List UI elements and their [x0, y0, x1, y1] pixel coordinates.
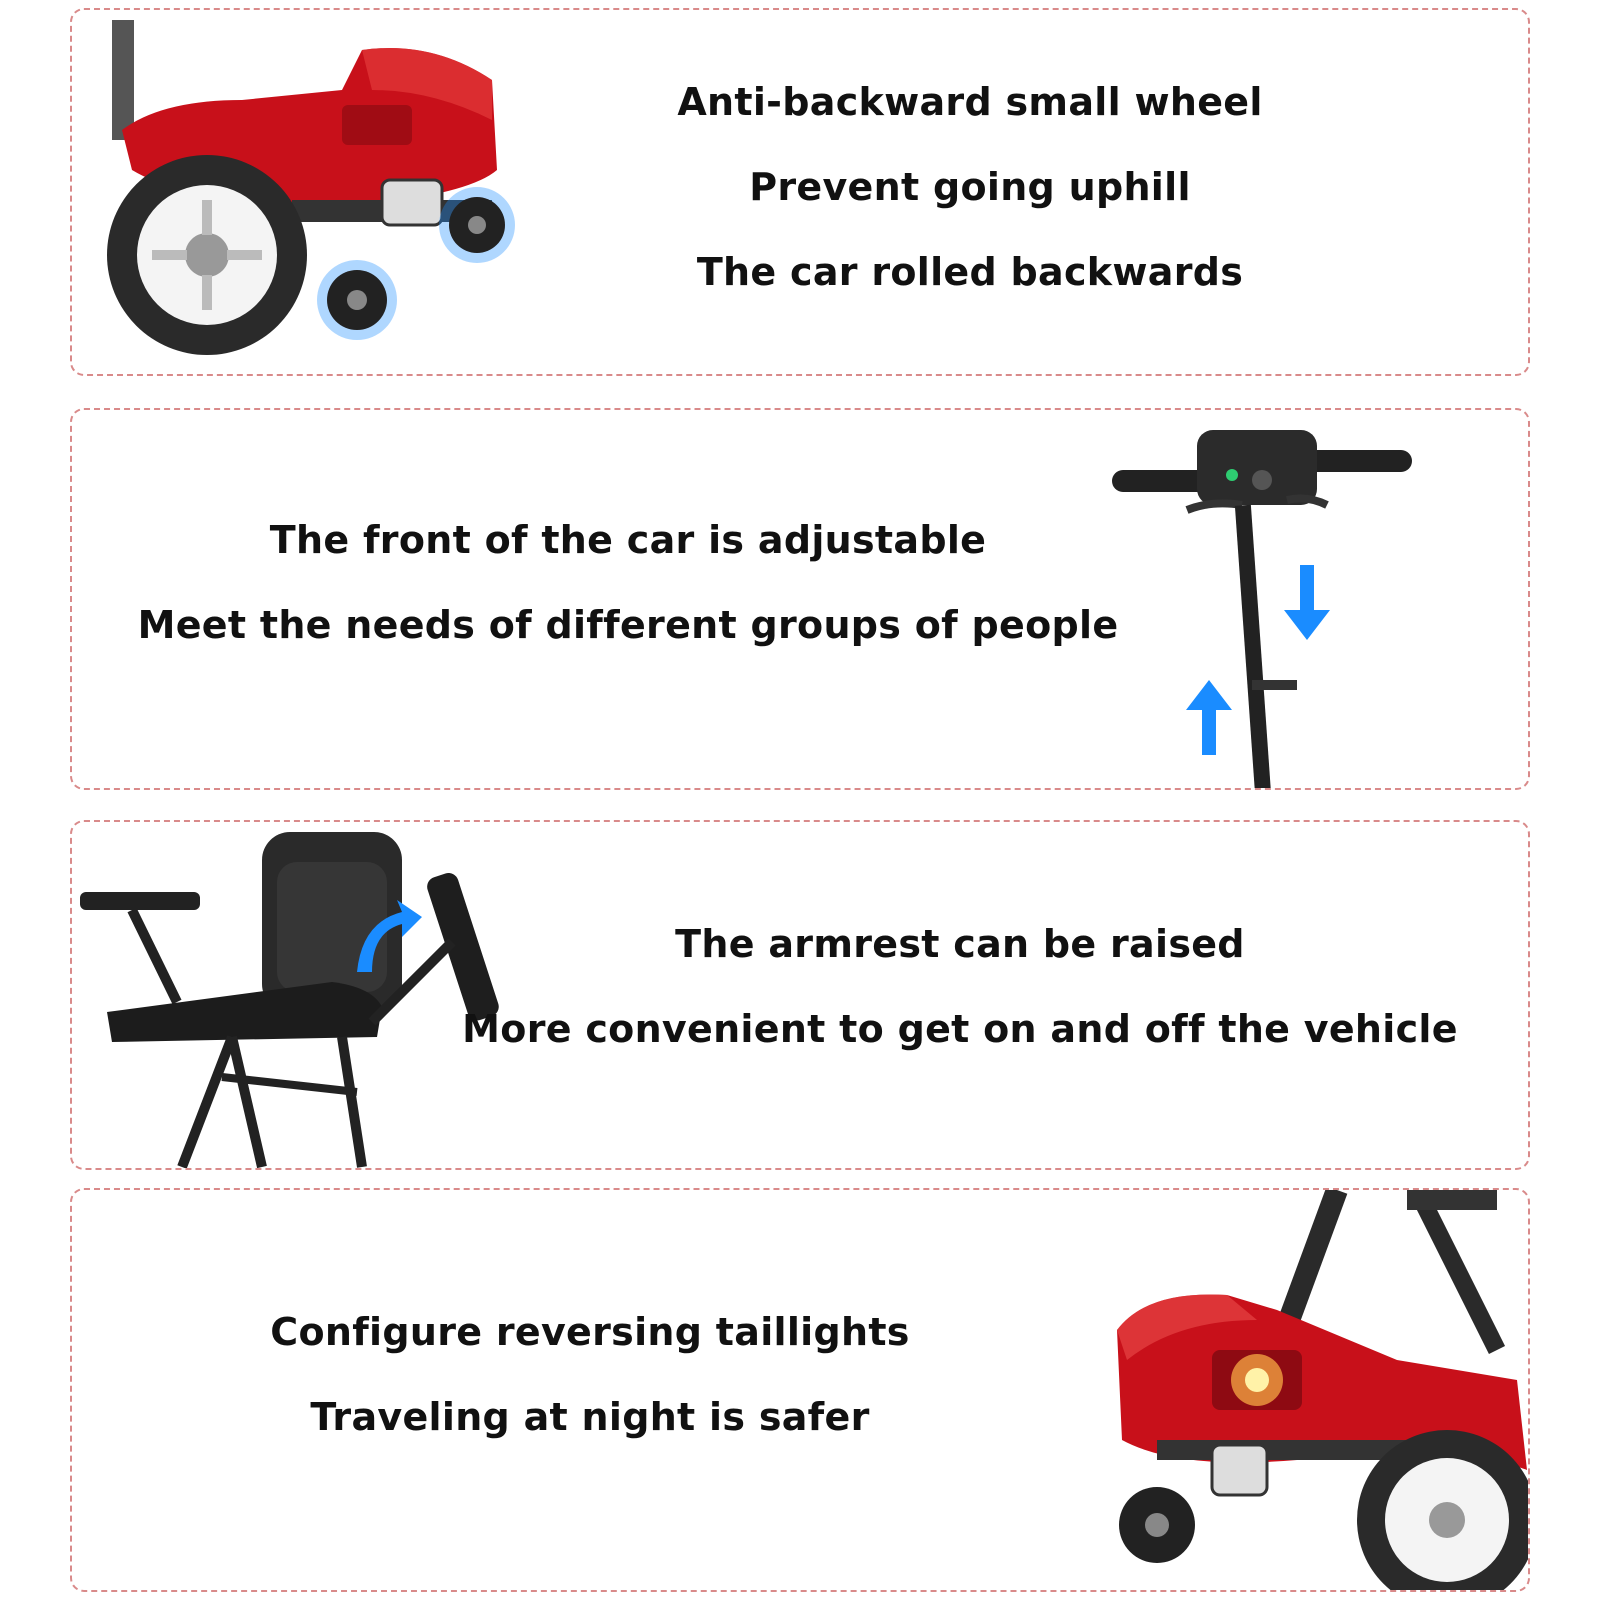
panel2-line-2: Meet the needs of different groups of people: [137, 603, 1119, 647]
feature-panel-adjustable-front: [70, 408, 1530, 790]
panel1-line-1: Anti-backward small wheel: [677, 80, 1263, 124]
scooter-rear-wheel-icon: [102, 10, 522, 360]
panel3-line-2: More convenient to get on and off the vehicle: [462, 1007, 1458, 1051]
feature-panel-taillights: [70, 1188, 1530, 1592]
adjustable-handlebar-icon: [1102, 410, 1422, 790]
scooter-taillight-icon: [1117, 1190, 1530, 1592]
seat-armrest-icon: [72, 822, 512, 1170]
panel2-line-1: The front of the car is adjustable: [269, 518, 987, 562]
panel1-line-2: Prevent going uphill: [749, 165, 1191, 209]
feature-panel-armrest: [70, 820, 1530, 1170]
feature-panel-anti-backward: [70, 8, 1530, 376]
panel3-line-1: The armrest can be raised: [675, 922, 1245, 966]
panel4-line-1: Configure reversing taillights: [270, 1310, 910, 1354]
panel4-line-2: Traveling at night is safer: [310, 1395, 870, 1439]
panel1-line-3: The car rolled backwards: [696, 250, 1244, 294]
